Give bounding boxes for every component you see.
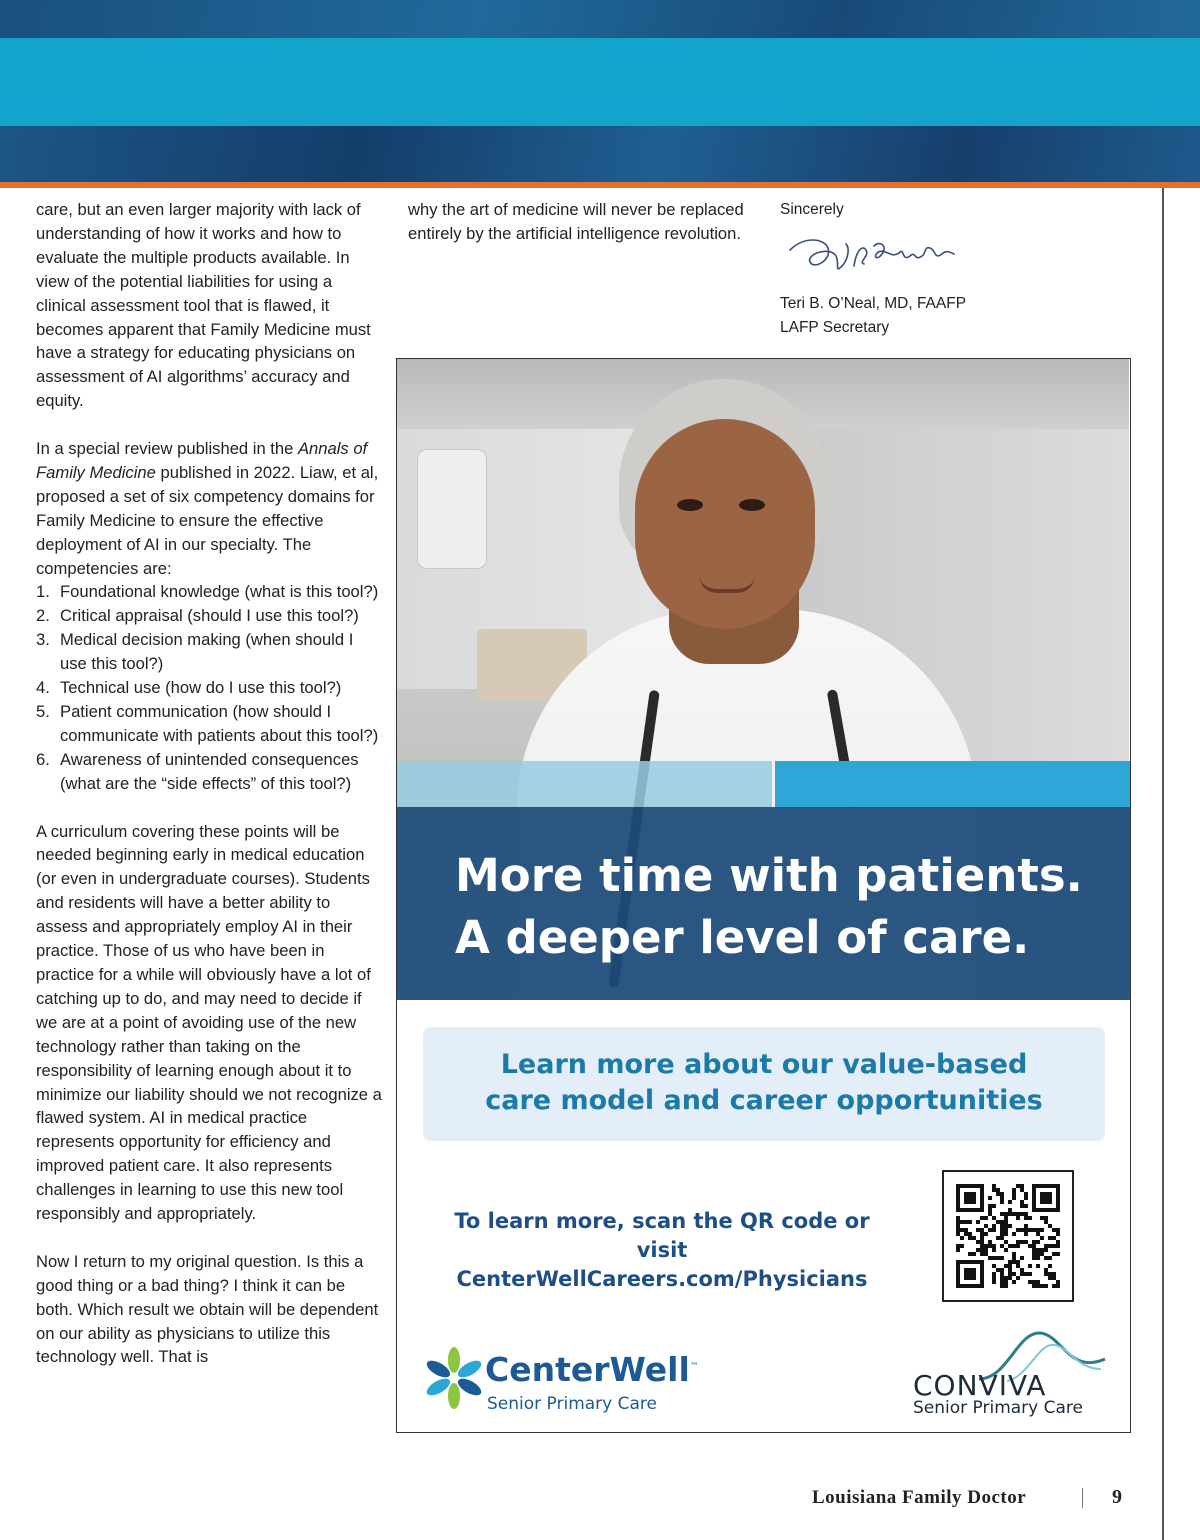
centerwell-tagline: Senior Primary Care <box>487 1394 657 1414</box>
qr-code-graphic <box>956 1184 1060 1288</box>
accent-band-bright <box>775 761 1131 807</box>
header-dark-top <box>0 0 1200 38</box>
centerwell-name: CenterWell <box>485 1350 690 1389</box>
centerwell-wordmark <box>485 1347 699 1390</box>
paragraph-3: A curriculum covering these points will be needed beginning early in medical education (or even in undergraduate courses). Students and residents will have a better ability to assess and appropriately employ AI in their practice. Those of us who have been in practice for a while will obviously have a lot of catching up to do, and may need to decide if we are at a point of avoiding use of the new technology rather than taking on the responsibility of learning enough about it to minimize our liability should we not recognize a flawed system. AI in medical practice represents opportunity for efficiency and improved patient care. It also represents challenges in learning to use this new tool responsibly and appropriately. <box>36 821 382 1224</box>
salutation: Sincerely <box>780 201 844 218</box>
page-edge-rule <box>1162 188 1164 1540</box>
centerwell-leaf-icon <box>419 1343 489 1413</box>
call-to-action <box>427 1207 897 1294</box>
article-column-2 <box>408 198 758 270</box>
page-number: 9 <box>1112 1486 1122 1508</box>
competency-item <box>36 748 382 796</box>
headline-line-2: A deeper level of care. <box>455 911 1030 964</box>
competency-number: 1. <box>36 582 50 602</box>
competency-text: Foundational knowledge (what is this tool?) <box>60 582 379 602</box>
competency-number: 3. <box>36 630 50 650</box>
footer-divider <box>1082 1488 1083 1508</box>
competency-text: Medical decision making (when should I use this tool?) <box>60 630 354 674</box>
qr-code-icon[interactable] <box>942 1170 1074 1302</box>
competency-item <box>36 628 382 676</box>
paragraph-1: care, but an even larger majority with lack of understanding of how it works and how to evaluate the multiple products available. In view of the potential liabilities for using a clinical assessment tool that is flawed, it becomes apparent that Family Medicine must have a strategy for educating physicians on assessment of AI algorithms’ accuracy and equity. <box>36 200 371 411</box>
competency-number: 4. <box>36 678 50 698</box>
header-banner <box>0 0 1200 182</box>
signer-title: LAFP Secretary <box>780 319 890 336</box>
header-dark-bottom <box>0 126 1200 182</box>
competency-text: Patient communication (how should I communicate with patients about this tool?) <box>60 702 379 745</box>
cta-url-link[interactable]: CenterWellCareers.com/Physicians <box>456 1267 868 1291</box>
competency-number: 6. <box>36 749 50 769</box>
header-cyan-stripe <box>0 38 1200 126</box>
ad-headline <box>455 845 1115 969</box>
competency-text: Technical use (how do I use this tool?) <box>60 678 342 698</box>
photo-eye-left <box>677 499 703 511</box>
conviva-wordmark: CONVIVA <box>913 1369 1047 1402</box>
learn-more-box <box>423 1027 1105 1141</box>
headline-line-1: More time with patients. <box>455 849 1083 902</box>
cta-line-1: To learn more, scan the QR code or visit <box>454 1209 870 1262</box>
paragraph-2-intro: In a special review published in the <box>36 439 298 459</box>
journal-title: Annals of Family Medicine <box>36 439 368 482</box>
photo-eye-right <box>739 499 765 511</box>
accent-band-light <box>397 761 772 807</box>
competency-number: 2. <box>36 606 50 626</box>
photo-dispenser <box>417 449 487 569</box>
paragraph-4: Now I return to my original question. Is this a good thing or a bad thing? I think it can be both. Which result we obtain will be dependent on our ability as physicians to utilize this technology well. That is <box>36 1251 379 1367</box>
competency-item <box>36 676 382 700</box>
competency-number: 5. <box>36 702 50 722</box>
centerwell-advertisement[interactable] <box>396 358 1131 1433</box>
header-orange-rule <box>0 182 1200 188</box>
paragraph-2 <box>36 437 382 580</box>
learn-more-text <box>423 1047 1105 1119</box>
publication-name: Louisiana Family Doctor <box>812 1487 1027 1508</box>
signer-name: Teri B. O’Neal, MD, FAAFP <box>780 295 967 312</box>
learn-more-line-2: care model and career opportunities <box>485 1085 1043 1116</box>
conviva-tagline: Senior Primary Care <box>913 1398 1083 1418</box>
competency-text: Critical appraisal (should I use this tool?) <box>60 606 359 626</box>
learn-more-line-1: Learn more about our value-based <box>500 1049 1028 1080</box>
signer-block <box>780 292 966 340</box>
competency-list <box>36 580 382 795</box>
article-column-1 <box>36 198 382 1393</box>
photo-face <box>635 419 815 629</box>
competency-item <box>36 580 382 604</box>
paragraph-continued: why the art of medicine will never be replaced entirely by the artificial intelligence revolution. <box>408 200 744 243</box>
competency-item <box>36 700 382 748</box>
paragraph-2-rest: published in 2022. Liaw, et al, proposed a set of six competency domains for Family Medicine to ensure the effective deployment of AI in our specialty. The competencies are: <box>36 462 379 578</box>
trademark-mark: ™ <box>689 1362 699 1372</box>
competency-item <box>36 604 382 628</box>
handwritten-signature <box>784 226 964 282</box>
competency-text: Awareness of unintended consequences (what are the “side effects” of this tool?) <box>60 749 359 793</box>
